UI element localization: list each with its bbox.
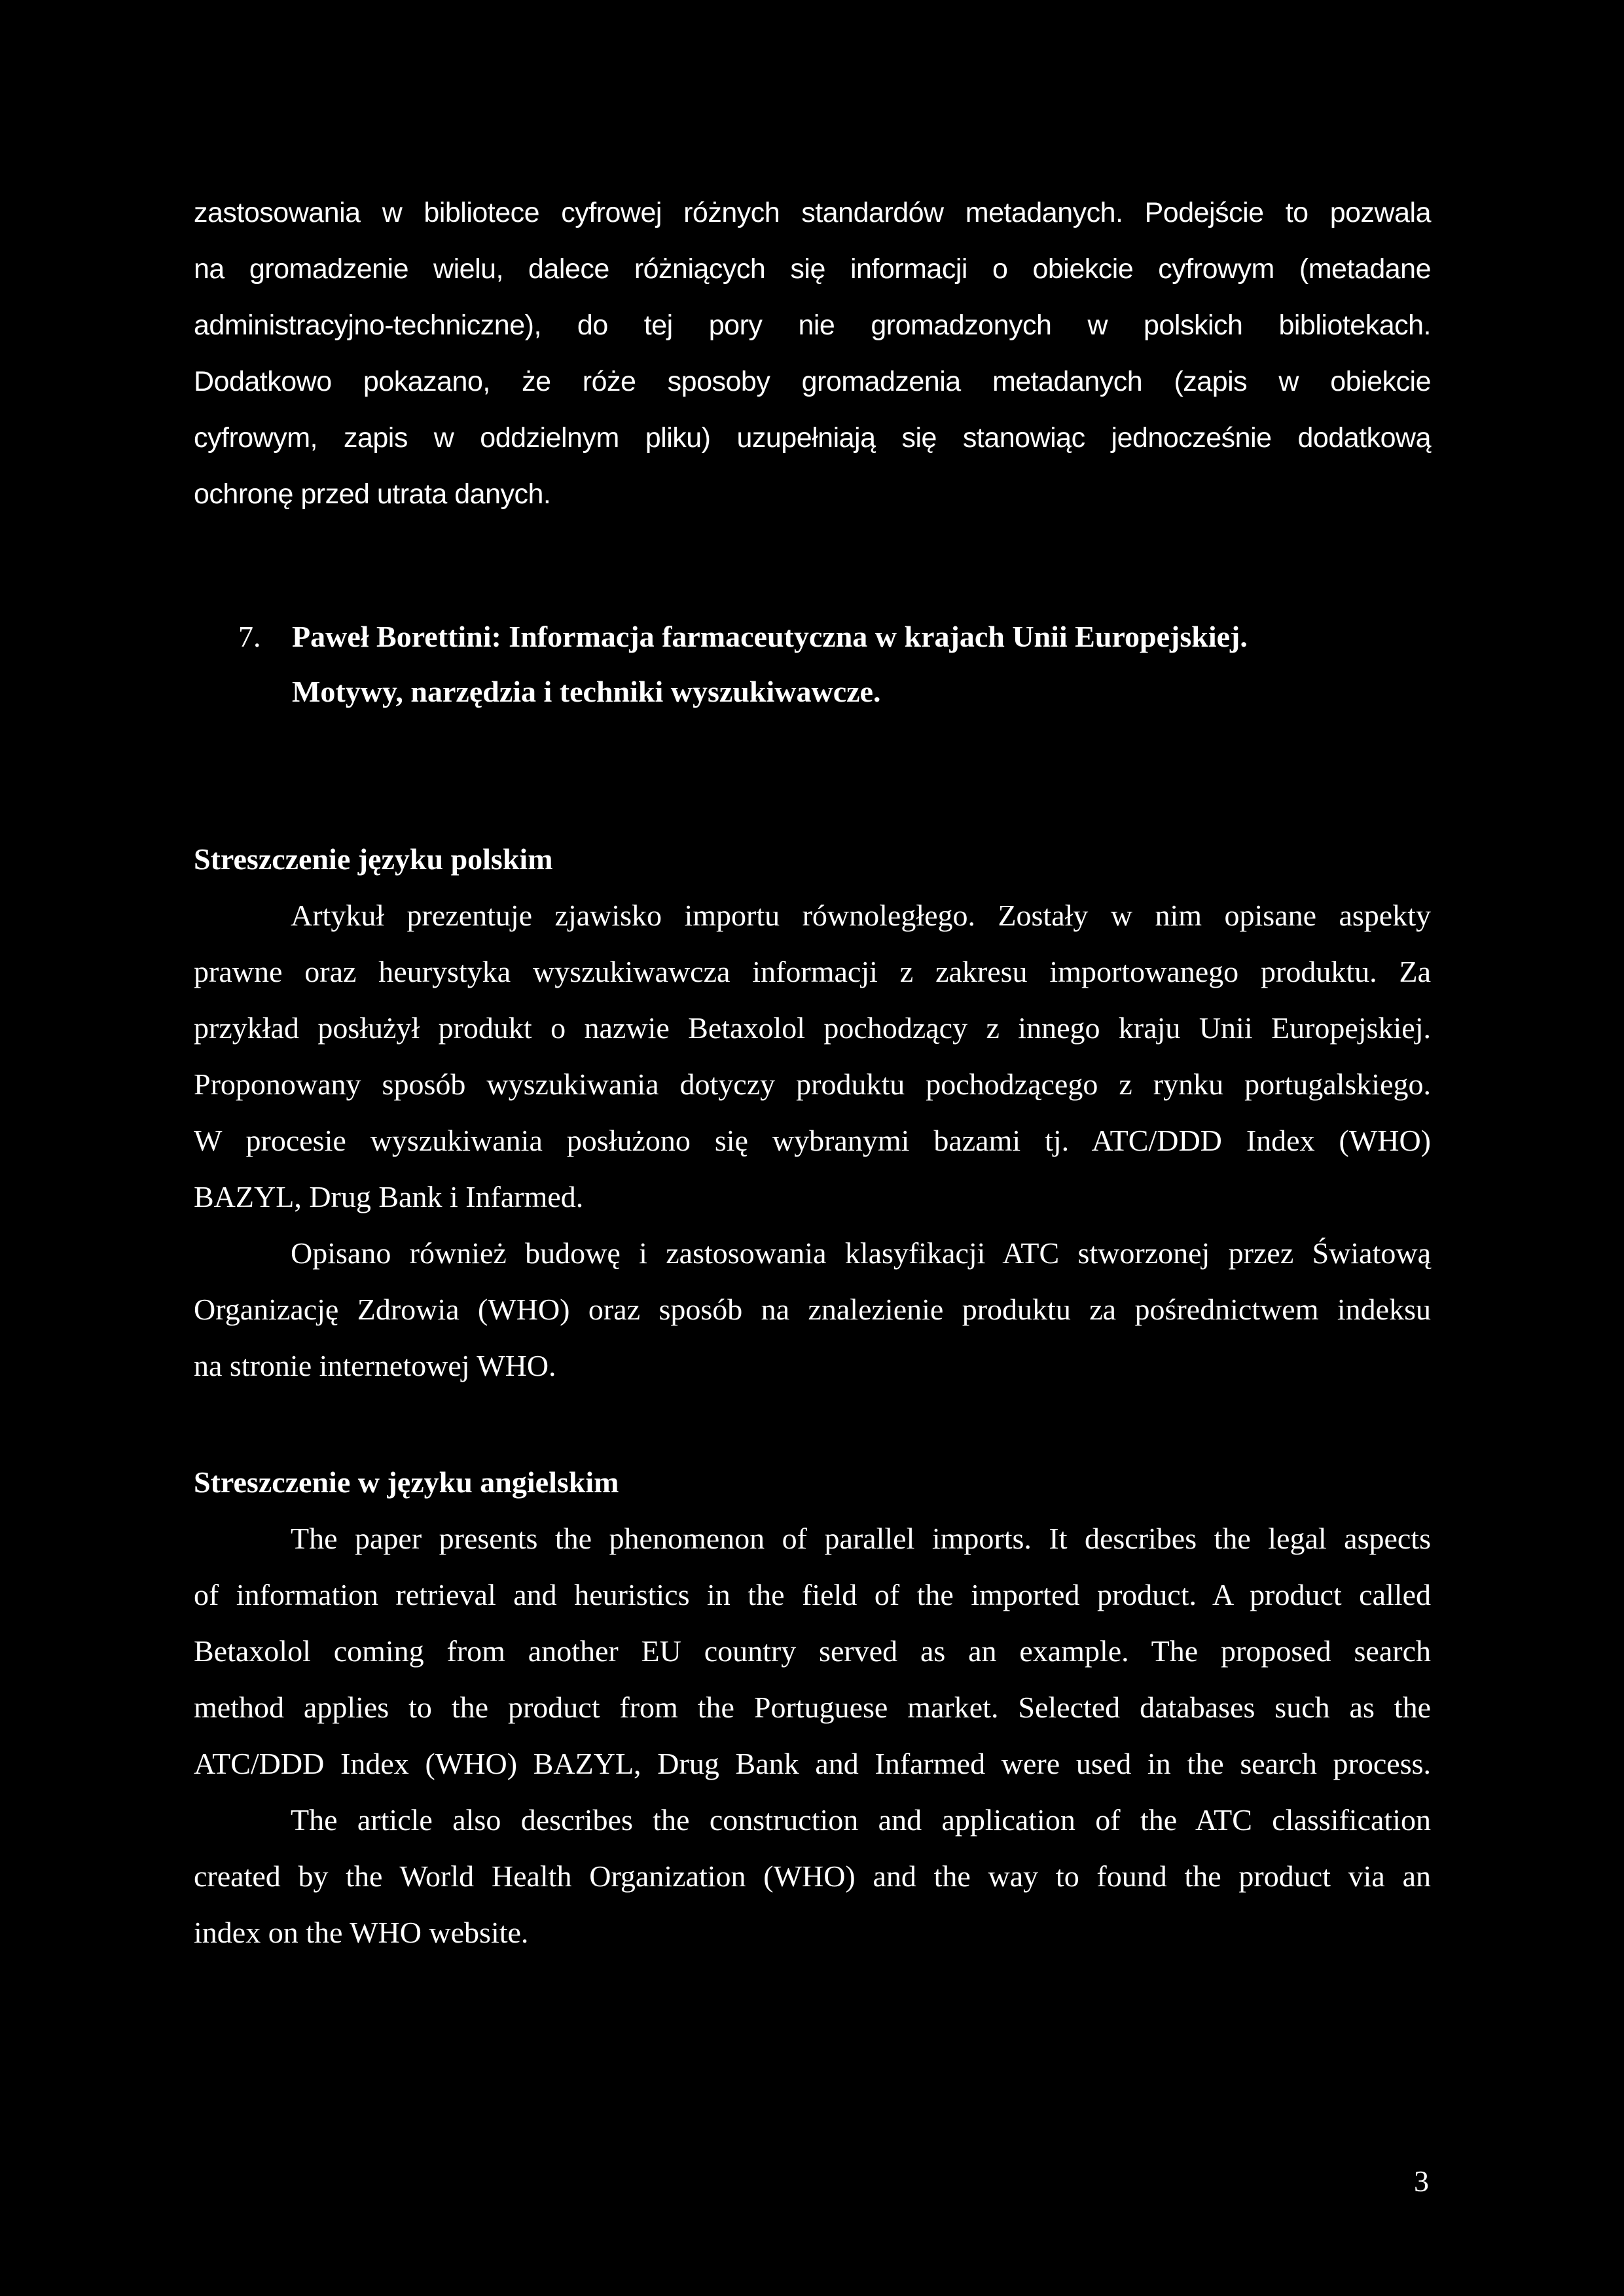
item-title-line-1: Paweł Borettini: Informacja farmaceutyczna w krajach Unii Europejskiej. [292, 620, 1248, 653]
polish-abstract-line: prawne oraz heurystyka wyszukiwawcza informacji z zakresu importowanego produktu. Za [194, 955, 1431, 988]
english-abstract-line: The paper presents the phenomenon of parallel imports. It describes the legal aspects [291, 1522, 1431, 1555]
polish-abstract-line: przykład posłużył produkt o nazwie Betaxolol pochodzący z innego kraju Unii Europejskiej. [194, 1011, 1431, 1045]
intro-line: na gromadzenie wielu, dalece różniących się informacji o obiekcie cyfrowym (metadane [194, 253, 1431, 285]
polish-abstract-line: W procesie wyszukiwania posłużono się wybranymi bazami tj. ATC/DDD Index (WHO) [194, 1124, 1431, 1157]
page-number: 3 [1414, 2164, 1429, 2198]
intro-line: Dodatkowo pokazano, że róże sposoby gromadzenia metadanych (zapis w obiekcie [194, 366, 1431, 397]
intro-line: zastosowania w bibliotece cyfrowej różnych standardów metadanych. Podejście to pozwala [194, 197, 1431, 228]
polish-abstract-line: Opisano również budowę i zastosowania klasyfikacji ATC stworzonej przez Światową [291, 1236, 1431, 1270]
item-title-line-2: Motywy, narzędzia i techniki wyszukiwawcze. [292, 675, 881, 708]
intro-line: ochronę przed utrata danych. [194, 478, 551, 510]
english-abstract-line: ATC/DDD Index (WHO) BAZYL, Drug Bank and Infarmed were used in the search process. [194, 1747, 1431, 1780]
english-abstract-line: index on the WHO website. [194, 1916, 529, 1949]
english-abstract-heading: Streszczenie w języku angielskim [194, 1465, 619, 1499]
intro-line: administracyjno-techniczne), do tej pory nie gromadzonych w polskich bibliotekach. [194, 310, 1431, 341]
intro-line: cyfrowym, zapis w oddzielnym pliku) uzupełniają się stanowiąc jednocześnie dodatkową [194, 422, 1431, 454]
english-abstract-line: Betaxolol coming from another EU country served as an example. The proposed search [194, 1634, 1431, 1668]
polish-abstract-line: Proponowany sposób wyszukiwania dotyczy produktu pochodzącego z rynku portugalskiego. [194, 1067, 1431, 1101]
item-number: 7. [238, 620, 261, 653]
english-abstract-line: method applies to the product from the Portuguese market. Selected databases such as the [194, 1691, 1431, 1724]
english-abstract-line: The article also describes the construction and application of the ATC classification [291, 1803, 1431, 1837]
polish-abstract-line: Organizację Zdrowia (WHO) oraz sposób na znalezienie produktu za pośrednictwem indeksu [194, 1293, 1431, 1326]
polish-abstract-line: BAZYL, Drug Bank i Infarmed. [194, 1180, 584, 1213]
english-abstract-line: of information retrieval and heuristics in the field of the imported product. A product called [194, 1578, 1431, 1611]
polish-abstract-line: Artykuł prezentuje zjawisko importu równoległego. Zostały w nim opisane aspekty [291, 899, 1431, 932]
polish-abstract-line: na stronie internetowej WHO. [194, 1349, 556, 1382]
english-abstract-line: created by the World Health Organization (WHO) and the way to found the product via an [194, 1859, 1431, 1893]
polish-abstract-heading: Streszczenie języku polskim [194, 842, 553, 876]
